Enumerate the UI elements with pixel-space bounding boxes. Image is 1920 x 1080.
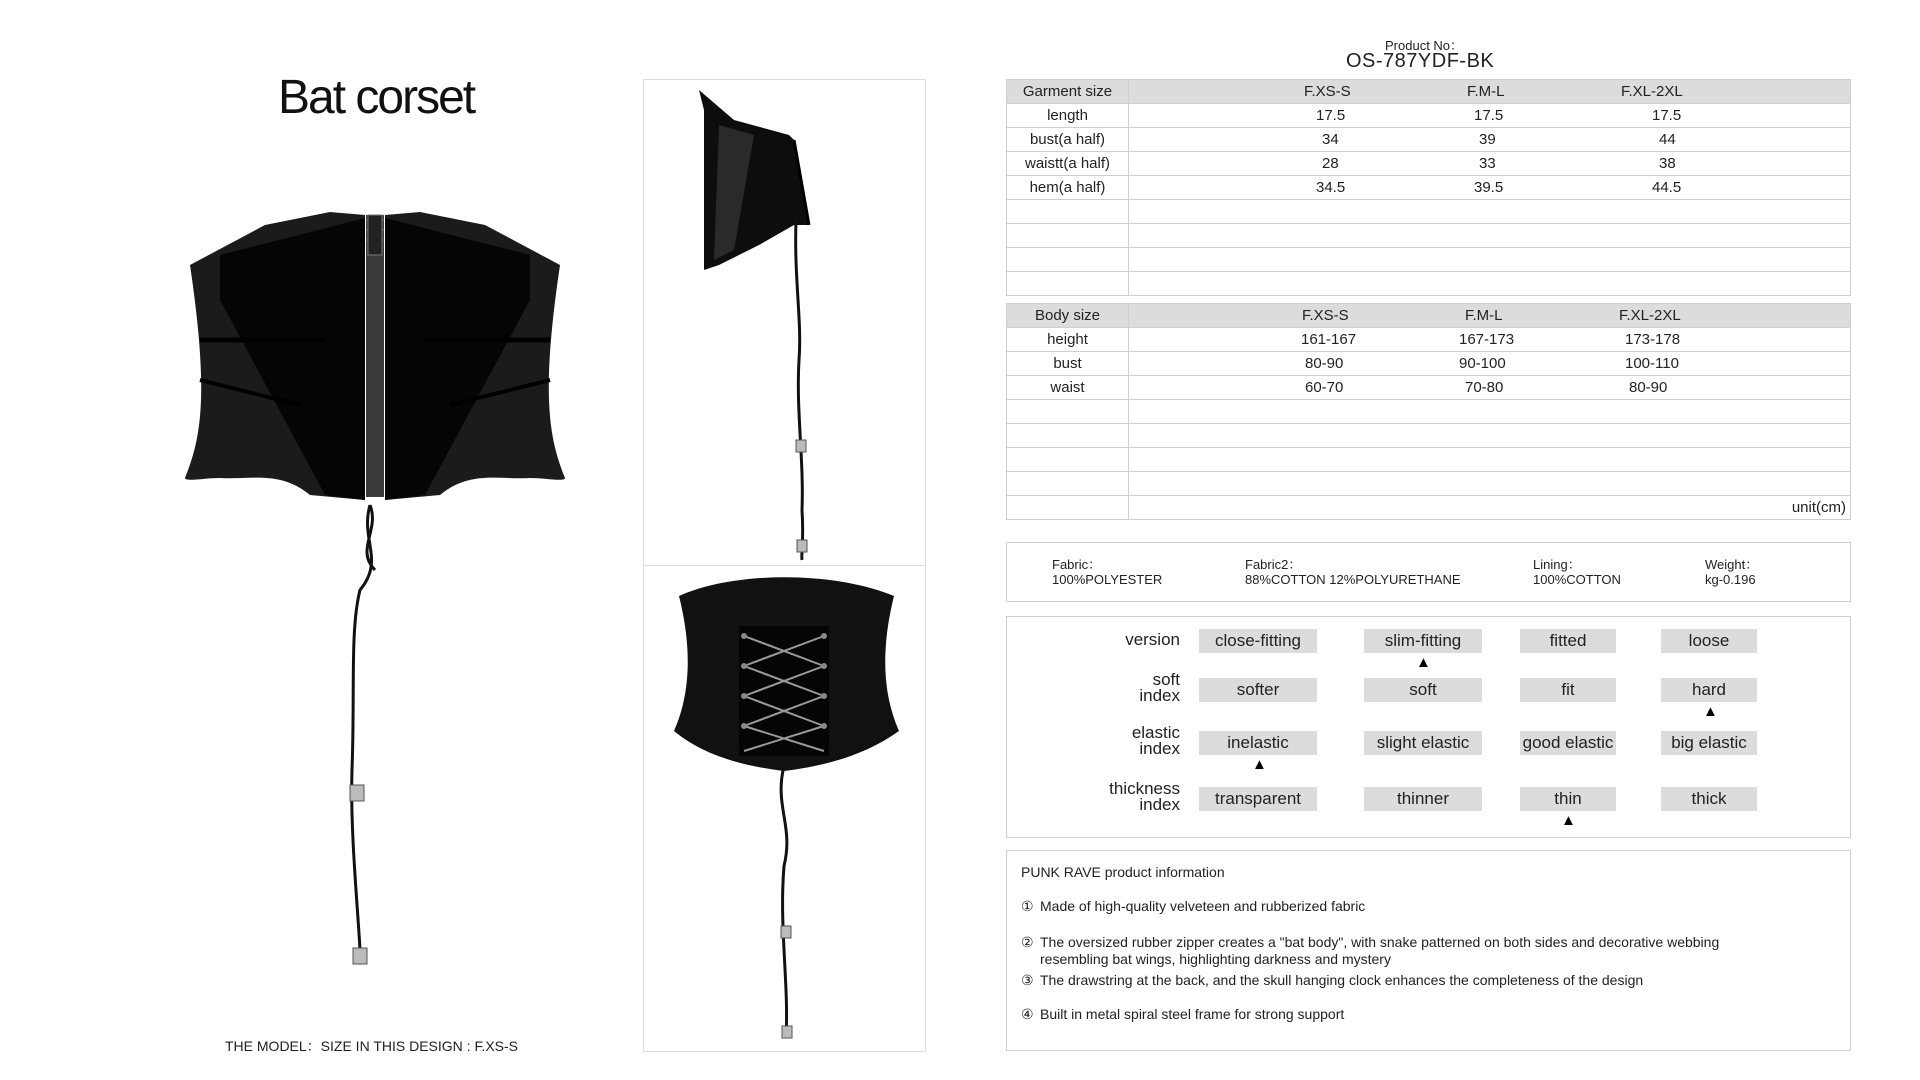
index-label-line: elastic (1131, 723, 1180, 742)
info-item-text: Built in metal spiral steel frame for strong support (1040, 1006, 1345, 1022)
weight-label: Weight： (1705, 557, 1759, 572)
option-thinner: thinner (1364, 787, 1482, 811)
cell: 33 (1479, 155, 1496, 172)
info-item (1021, 972, 1643, 989)
cell: 44 (1659, 131, 1676, 148)
empty-row (1007, 472, 1851, 496)
cell: 39 (1479, 131, 1496, 148)
table-row (1007, 104, 1851, 128)
empty-row (1007, 224, 1851, 248)
garment-size-m-l: F.M-L (1467, 83, 1505, 100)
body-size-xl-2xl: F.XL-2XL (1619, 307, 1681, 324)
cell: 100-110 (1625, 355, 1679, 372)
weight-block (1705, 557, 1758, 587)
model-size-note: THE MODEL：SIZE IN THIS DESIGN : F.XS-S (225, 1038, 519, 1054)
table-row (1007, 128, 1851, 152)
option-inelastic: inelastic (1199, 731, 1317, 755)
empty-row (1007, 272, 1851, 296)
option-slim-fitting: slim-fitting (1364, 629, 1482, 653)
option-close-fitting: close-fitting (1199, 629, 1317, 653)
garment-header-label: Garment size (1007, 80, 1129, 104)
info-item-number: ① (1021, 898, 1034, 914)
index-label-line: version (1125, 630, 1180, 649)
cell: 39.5 (1474, 179, 1504, 196)
index-label-line: thickness (1109, 779, 1180, 798)
row-label: height (1007, 328, 1129, 352)
lining-block (1533, 557, 1621, 587)
info-item (1021, 934, 1719, 951)
cell: 161-167 (1301, 331, 1357, 348)
info-heading: PUNK RAVE product information (1021, 864, 1225, 880)
info-item-number: ④ (1021, 1006, 1034, 1022)
info-item-continuation: resembling bat wings, highlighting darkness and mystery (1040, 951, 1391, 967)
option-soft: soft (1364, 678, 1482, 702)
unit-row (1007, 496, 1851, 520)
cell: 173-178 (1625, 331, 1681, 348)
option-thick: thick (1661, 787, 1757, 811)
corset-back-photo (644, 566, 925, 1051)
cell: 28 (1322, 155, 1339, 172)
table-row (1007, 376, 1851, 400)
info-item-number: ② (1021, 934, 1034, 950)
table-row (1007, 176, 1851, 200)
soft-selected-marker: ▲ (1703, 703, 1718, 720)
elastic-selected-marker: ▲ (1252, 756, 1267, 773)
body-size-m-l: F.M-L (1465, 307, 1503, 324)
table-row (1007, 352, 1851, 376)
garment-header-sizes (1129, 80, 1851, 104)
option-hard: hard (1661, 678, 1757, 702)
option-fit: fit (1520, 678, 1616, 702)
option-thin: thin (1520, 787, 1616, 811)
body-header-sizes (1129, 304, 1851, 328)
elastic-index-label (1070, 725, 1180, 757)
option-good-elastic: good elastic (1520, 731, 1616, 755)
table-row (1007, 152, 1851, 176)
thickness-selected-marker: ▲ (1561, 812, 1576, 829)
option-loose: loose (1661, 629, 1757, 653)
row-label: bust (1007, 352, 1129, 376)
lining-label: Lining： (1533, 557, 1581, 572)
body-size-table (1006, 303, 1851, 520)
side-view-panel (643, 79, 926, 567)
soft-index-label (1070, 672, 1180, 704)
fabric2-label: Fabric2： (1245, 557, 1302, 572)
row-label: length (1007, 104, 1129, 128)
weight-value: kg-0.196 (1705, 572, 1756, 587)
info-item-text: Made of high-quality velveteen and rubberized fabric (1040, 898, 1366, 914)
row-label: waist (1007, 376, 1129, 400)
row-label: bust(a half) (1007, 128, 1129, 152)
cell: 80-90 (1629, 379, 1668, 396)
empty-row (1007, 424, 1851, 448)
empty-row (1007, 400, 1851, 424)
product-title: Bat corset (278, 71, 475, 124)
cell: 34 (1322, 131, 1339, 148)
body-header-label: Body size (1007, 304, 1129, 328)
body-size-xs-s: F.XS-S (1302, 307, 1349, 324)
fabric2-block (1245, 557, 1461, 587)
info-item-text: The drawstring at the back, and the skull hanging clock enhances the completeness of the design (1040, 972, 1644, 988)
body-header-row (1007, 304, 1851, 328)
unit-label: unit(cm) (1129, 496, 1851, 520)
index-label-line: index (1139, 795, 1180, 814)
row-label: waistt(a half) (1007, 152, 1129, 176)
cell: 70-80 (1465, 379, 1504, 396)
cell: 34.5 (1316, 179, 1346, 196)
corset-side-photo (644, 80, 925, 566)
empty-row (1007, 448, 1851, 472)
fabric-block (1052, 557, 1162, 587)
fabric-value: 100%POLYESTER (1052, 572, 1163, 587)
garment-size-xl-2xl: F.XL-2XL (1621, 83, 1683, 100)
garment-size-table (1006, 79, 1851, 296)
fabric-info-box (1006, 542, 1851, 602)
info-item-text: The oversized rubber zipper creates a "bat body", with snake patterned on both sides and decorative webbing (1040, 934, 1720, 950)
fabric-label: Fabric： (1052, 557, 1102, 572)
option-softer: softer (1199, 678, 1317, 702)
back-view-panel (643, 565, 926, 1052)
index-label-line: soft (1152, 670, 1180, 689)
option-big-elastic: big elastic (1661, 731, 1757, 755)
thickness-index-label (1070, 781, 1180, 813)
empty-row (1007, 248, 1851, 272)
cell: 38 (1659, 155, 1676, 172)
version-label (1070, 632, 1180, 648)
garment-header-row (1007, 80, 1851, 104)
product-no-label: Product No： (1385, 38, 1464, 53)
cell: 17.5 (1652, 107, 1682, 124)
lining-value: 100%COTTON (1533, 572, 1621, 587)
option-slight-elastic: slight elastic (1364, 731, 1482, 755)
fit-index-box (1006, 616, 1851, 838)
cell: 167-173 (1459, 331, 1515, 348)
option-fitted: fitted (1520, 629, 1616, 653)
empty-row (1007, 200, 1851, 224)
cell: 44.5 (1652, 179, 1682, 196)
cell: 17.5 (1316, 107, 1346, 124)
cell: 60-70 (1305, 379, 1344, 396)
cell: 80-90 (1305, 355, 1344, 372)
corset-front-photo (180, 210, 570, 980)
cell: 17.5 (1474, 107, 1504, 124)
index-label-line: index (1139, 686, 1180, 705)
table-row (1007, 328, 1851, 352)
option-transparent: transparent (1199, 787, 1317, 811)
info-item (1021, 898, 1365, 915)
row-label: hem(a half) (1007, 176, 1129, 200)
product-info-box (1006, 850, 1851, 1051)
info-item (1021, 1006, 1344, 1023)
fabric2-value: 88%COTTON 12%POLYURETHANE (1245, 572, 1461, 587)
info-item-number: ③ (1021, 972, 1034, 988)
cell: 90-100 (1459, 355, 1506, 372)
product-number: OS-787YDF-BK (1346, 50, 1495, 72)
garment-size-xs-s: F.XS-S (1304, 83, 1351, 100)
version-selected-marker: ▲ (1416, 654, 1431, 671)
index-label-line: index (1139, 739, 1180, 758)
